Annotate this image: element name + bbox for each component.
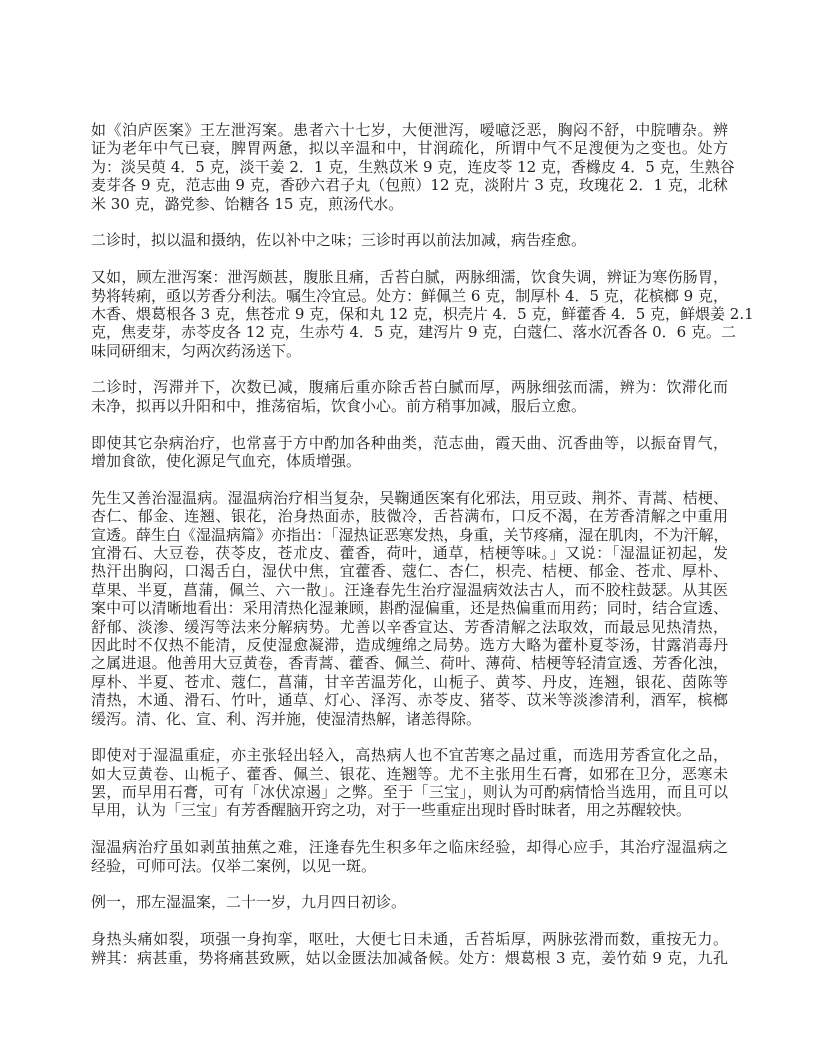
paragraph xyxy=(91,746,728,820)
text-line: 即使其它杂病治疗，也常喜于方中酌加各种曲类，范志曲，霞天曲、沉香曲等，以振奋胃气， xyxy=(91,433,728,452)
text-line: 即使对于湿温重症，亦主张轻出轻入，高热病人也不宜苦寒之晶过重，而选用芳香宣化之品， xyxy=(91,746,728,765)
text-line: 杏仁、郁金、连翘、银花，治身热面赤，肢微冷，舌苔满布，口反不渴，在芳香清解之中重用 xyxy=(91,507,728,526)
text-line: 麦芽各 9 克，范志曲 9 克，香砂六君子丸（包煎）12 克，淡附片 3 克，玫瑰花 2．1 克，北秫 xyxy=(91,176,728,195)
text-line: 案中可以清晰地看出：采用清热化湿兼顾，斟酌湿偏重，还是热偏重而用药；同时，结合宣透、 xyxy=(91,599,728,618)
paragraph xyxy=(91,930,728,967)
paragraph xyxy=(91,434,728,471)
text-line: 米 30 克，潞党参、饴糖各 15 克，煎汤代水。 xyxy=(91,194,404,213)
text-line: 之属进退。他善用大豆黄卷，香青蒿、藿香、佩兰、荷叶、薄荷、桔梗等轻清宣透、芳香化浊， xyxy=(91,654,728,673)
text-line: 厚朴、半夏、苍朮、蔻仁，菖蒲，甘辛苦温芳化，山栀子、黄芩、丹皮，连翘，银花、茵陈等 xyxy=(91,672,728,691)
text-line: 先生又善治湿温病。湿温病治疗相当复杂，吴鞠通医案有化邪法，用豆豉、荆芥、青蒿、桔梗、 xyxy=(91,488,728,507)
text-line: 如大豆黄卷、山栀子、藿香、佩兰、银花、连翘等。尤不主张用生石膏，如邪在卫分，恶寒未 xyxy=(91,764,728,783)
text-line: 早用，认为「三宝」有芳香醒脑开窍之功，对于一些重症出现时昏时昧者，用之苏醒较快。 xyxy=(91,801,692,820)
text-line: 草果、半夏，菖蒲，佩兰、六一散」。汪逢春先生治疗湿温病效法古人，而不胶柱鼓瑟。从其医 xyxy=(91,580,728,599)
text-line: 为：淡吴萸 4．5 克，淡干姜 2．1 克，生熟苡米 9 克，连皮苓 12 克，香橼皮 4．5 克，生熟谷 xyxy=(91,157,735,176)
document-page xyxy=(91,121,754,985)
text-line: 又如，顾左泄泻案：泄泻颇甚，腹胀且痛，舌苔白腻，两脉细濡，饮食失调，辨证为寒伤肠胃， xyxy=(91,268,728,287)
paragraph xyxy=(91,893,728,911)
text-line: 味同研细末，匀两次药汤送下。 xyxy=(91,341,302,360)
text-line: 如《泊庐医案》王左泄泻案。患者六十七岁，大便泄泻，嗳噫泛恶，胸闷不舒，中脘嘈杂。辨 xyxy=(91,121,728,139)
text-line: 二诊时，拟以温和摄纳，佐以补中之味；三诊时再以前法加减，病告痊愈。 xyxy=(91,231,587,250)
text-line: 克，焦麦芽，赤苓皮各 12 克，生赤芍 4．5 克，建泻片 9 克，白蔻仁、落水沉香各 0．6 克。二 xyxy=(91,323,736,342)
text-line: 湿温病治疗虽如剥茧抽蕉之难，汪逢春先生积多年之临床经验，却得心应手，其治疗湿温病之 xyxy=(91,838,728,857)
text-line: 罢，而早用石膏，可有「冰伏凉遏」之弊。至于「三宝」，则认为可酌病情恰当选用，而且可以 xyxy=(91,783,728,802)
paragraph xyxy=(91,231,728,249)
text-line: 二诊时，泻滞并下，次数已减，腹痛后重亦除舌苔白腻而厚，两脉细弦而濡，辨为：饮滞化而 xyxy=(91,378,728,397)
text-line: 未净，拟再以升阳和中，推荡宿垢，饮食小心。前方稍事加减，服后立愈。 xyxy=(91,396,587,415)
text-line: 证为老年中气已衰，脾胃两惫，拟以辛温和中，甘润疏化，所谓中气不足溲便为之变也。处方 xyxy=(91,139,728,158)
paragraph xyxy=(91,378,728,415)
text-line: 例一，邢左湿温案，二十一岁，九月四日初诊。 xyxy=(91,893,407,912)
text-line: 缓泻。清、化、宣、利、泻并施，使湿清热解，诸恙得除。 xyxy=(91,709,482,728)
text-line: 身热头痛如裂，项强一身拘挛，呕吐，大便七日未通，舌苔垢厚，两脉弦滑而数，重按无力。 xyxy=(91,930,728,949)
paragraph xyxy=(91,121,735,213)
text-line: 经验，可师可法。仅举二案例，以见一斑。 xyxy=(91,856,377,875)
text-line: 舒郁、淡渗、缓泻等法来分解病势。尤善以辛香宣达、芳香清解之法取效，而最忌见热清热， xyxy=(91,617,728,636)
paragraph xyxy=(91,838,728,875)
text-line: 因此时不仅热不能清，反使湿愈凝滞，造成缠绵之局势。选方大略为藿朴夏苓汤，甘露消毒丹 xyxy=(91,635,728,654)
text-line: 木香、煨葛根各 3 克，焦苍朮 9 克，保和丸 12 克，枳壳片 4．5 克，鲜藿香 4．5 克，鲜煨姜 2.1 xyxy=(91,304,754,323)
text-line: 宜滑石、大豆卷，茯苓皮，苍朮皮、藿香，荷叶，通草，桔梗等味。」又说：「湿温证初起，发 xyxy=(91,543,728,562)
text-line: 清热，木通、滑石、竹叶，通草、灯心、泽泻、赤苓皮、猪苓、苡米等淡渗清利，酒军，槟榔 xyxy=(91,691,728,710)
paragraph xyxy=(91,489,728,728)
text-line: 宣透。薛生白《湿温病篇》亦指出：「湿热证恶寒发热，身重，关节疼痛，湿在肌肉，不为汗解， xyxy=(91,525,729,544)
text-line: 热汗出胸闷，口渴舌白，湿伏中焦，宜藿香、蔻仁、杏仁，枳壳、桔梗、郁金、苍朮、厚朴、 xyxy=(91,562,728,581)
text-line: 势将转痢，亟以芳香分利法。嘱生冷宜忌。处方：鲜佩兰 6 克，制厚朴 4．5 克，花槟榔 9 克， xyxy=(91,286,728,305)
text-line: 增加食欲，使化源足气血充，体质增强。 xyxy=(91,452,362,471)
paragraph xyxy=(91,268,754,360)
text-line: 辨其：病甚重，势将痛甚致厥，姑以金匮法加减备候。处方：煨葛根 3 克，姜竹茹 9 克，九孔 xyxy=(91,948,728,967)
